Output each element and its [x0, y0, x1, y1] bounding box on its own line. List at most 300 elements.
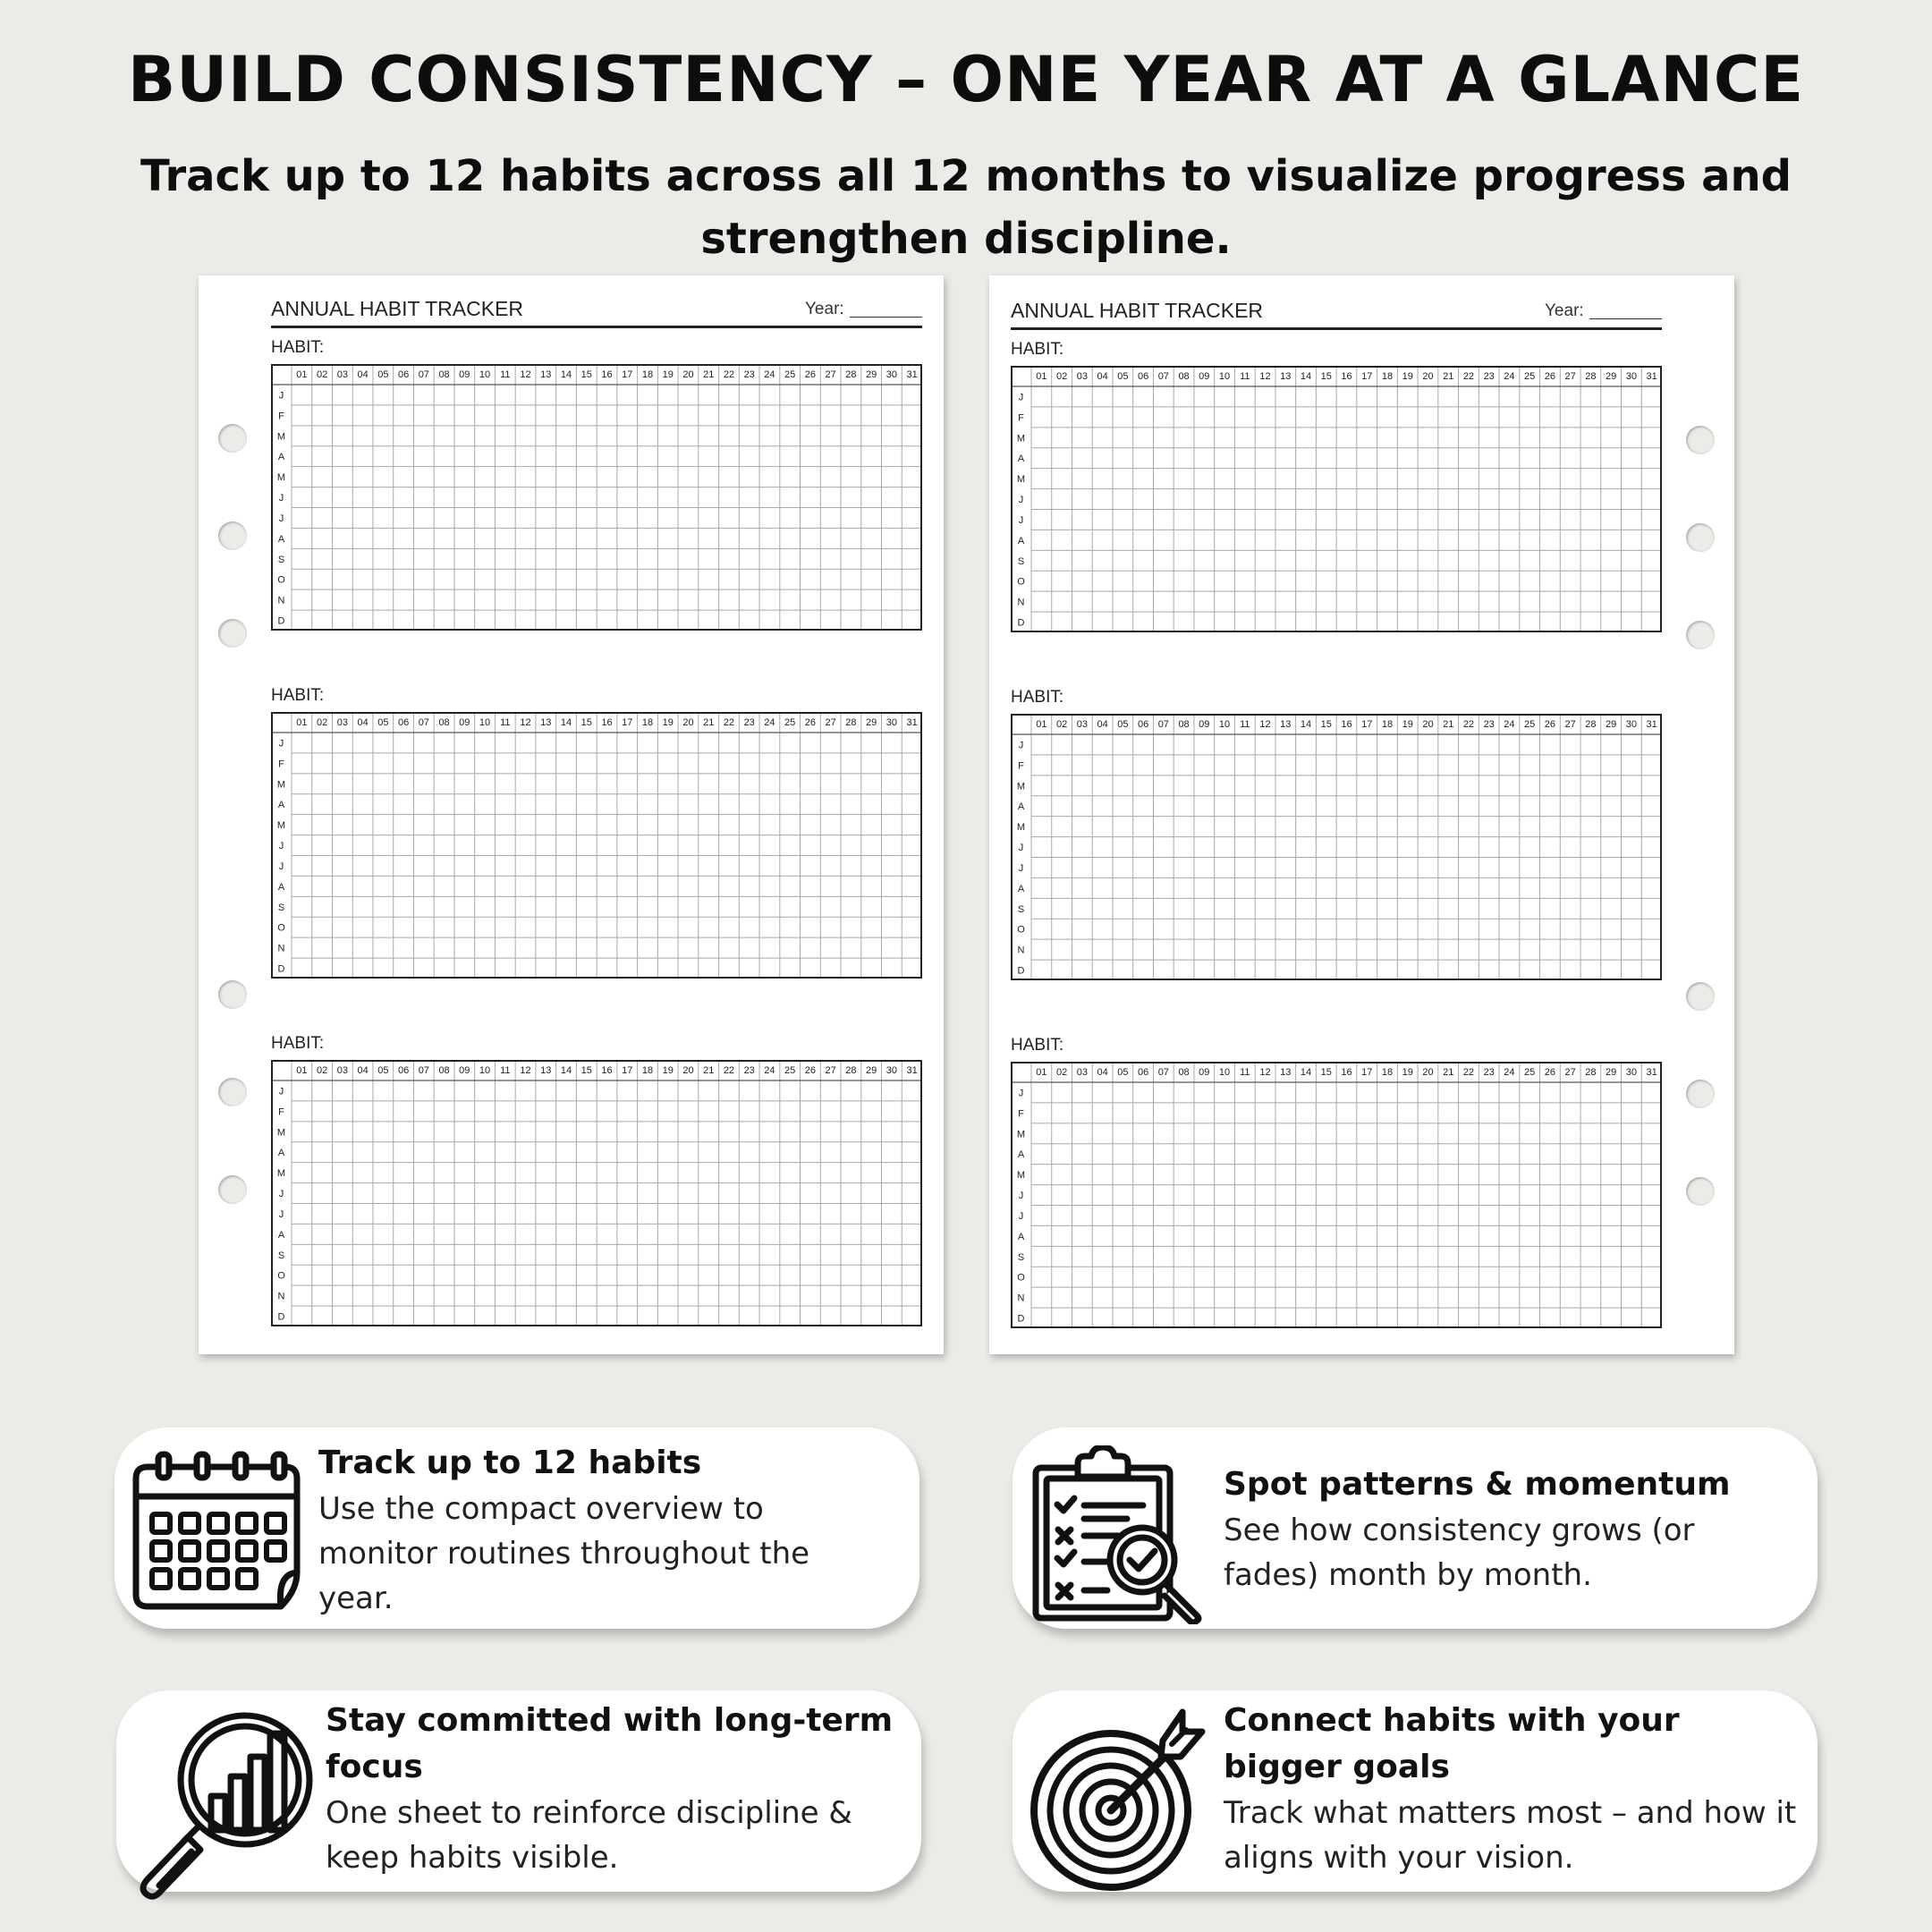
month-label: J: [1018, 1088, 1024, 1099]
day-label: 07: [418, 717, 429, 728]
month-label: A: [277, 452, 285, 463]
day-label: 29: [1606, 719, 1617, 730]
year-label: Year:: [805, 300, 844, 318]
day-label: 01: [296, 1065, 308, 1076]
day-label: 25: [784, 717, 796, 728]
day-label: 28: [845, 717, 857, 728]
feature-card-long-term-focus: [116, 1690, 921, 1892]
month-label: D: [277, 963, 285, 975]
day-label: 17: [622, 717, 633, 728]
day-label: 05: [1117, 719, 1129, 730]
month-label: J: [1018, 392, 1024, 403]
page-headline: BUILD CONSISTENCY – ONE YEAR AT A GLANCE: [127, 43, 1805, 116]
month-label: A: [277, 800, 285, 811]
day-label: 09: [1199, 371, 1210, 382]
month-label: N: [1017, 945, 1025, 956]
day-label: 04: [1097, 719, 1108, 730]
month-label: M: [276, 1168, 286, 1180]
habit-grid[interactable]: [271, 1060, 922, 1326]
tracker-sheet-left: [199, 275, 944, 1354]
day-label: 26: [804, 369, 817, 380]
month-label: S: [1017, 555, 1025, 567]
day-label: 02: [316, 717, 328, 728]
month-label: J: [1018, 495, 1024, 506]
month-label: A: [1017, 1149, 1025, 1161]
day-label: 24: [1504, 1067, 1515, 1078]
magnifier-chart-icon: [138, 1707, 317, 1907]
tracker-sheet-right: [989, 275, 1734, 1354]
day-label: 07: [418, 369, 429, 380]
day-label: 20: [1422, 719, 1434, 730]
day-label: 10: [1218, 1067, 1231, 1078]
day-label: 06: [397, 369, 410, 380]
habit-label: HABIT:: [1011, 688, 1064, 707]
day-label: 11: [1240, 1067, 1250, 1078]
day-label: 09: [459, 369, 470, 380]
day-label: 24: [764, 1065, 775, 1076]
day-label: 21: [1443, 371, 1454, 382]
day-label: 19: [662, 717, 674, 728]
month-label: O: [1017, 1272, 1025, 1284]
day-label: 03: [1076, 371, 1088, 382]
month-label: F: [1018, 412, 1024, 424]
day-label: 21: [703, 717, 715, 728]
day-label: 20: [682, 369, 694, 380]
punch-hole: [218, 619, 247, 648]
day-label: 18: [641, 1065, 654, 1076]
day-label: 18: [641, 369, 654, 380]
day-label: 27: [825, 369, 836, 380]
day-label: 15: [1320, 719, 1332, 730]
month-label: A: [1017, 453, 1025, 465]
day-label: 31: [1646, 1067, 1657, 1078]
day-label: 02: [1055, 371, 1068, 382]
day-label: 16: [1341, 1067, 1352, 1078]
day-label: 30: [886, 717, 898, 728]
day-label: 16: [601, 369, 613, 380]
month-label: M: [1016, 1129, 1026, 1140]
month-label: J: [1018, 514, 1024, 526]
month-label: J: [278, 493, 284, 504]
day-label: 06: [1137, 1067, 1149, 1078]
day-label: 13: [1280, 719, 1292, 730]
page-subheadline: Track up to 12 habits across all 12 months to visualize progress and strengthen discipline.: [140, 151, 1792, 264]
punch-hole: [218, 1078, 247, 1106]
day-label: 15: [580, 1065, 592, 1076]
month-label: A: [1017, 883, 1025, 894]
day-label: 10: [1218, 719, 1231, 730]
day-label: 20: [682, 1065, 694, 1076]
day-label: 23: [743, 717, 755, 728]
day-label: 31: [906, 1065, 918, 1076]
month-label: N: [1017, 597, 1025, 608]
day-label: 12: [520, 1065, 531, 1076]
punch-hole: [218, 521, 247, 550]
habit-grid[interactable]: [1011, 714, 1662, 980]
day-label: 02: [316, 369, 328, 380]
day-label: 08: [1178, 719, 1190, 730]
feature-title: Track up to 12 habits: [318, 1445, 702, 1481]
day-label: 05: [377, 1065, 389, 1076]
day-label: 28: [845, 1065, 857, 1076]
day-label: 26: [804, 1065, 817, 1076]
title-rule: [1011, 327, 1662, 330]
month-label: O: [1017, 924, 1025, 936]
month-label: M: [276, 779, 286, 791]
month-label: O: [277, 922, 285, 934]
day-label: 03: [336, 369, 348, 380]
month-label: A: [277, 533, 285, 545]
day-label: 10: [1218, 371, 1231, 382]
day-label: 13: [1280, 371, 1292, 382]
day-label: 13: [540, 717, 552, 728]
day-label: 26: [804, 717, 817, 728]
day-label: 08: [1178, 371, 1190, 382]
day-label: 30: [1625, 371, 1638, 382]
day-label: 06: [1137, 371, 1149, 382]
day-label: 15: [580, 369, 592, 380]
day-label: 11: [500, 717, 511, 728]
day-label: 15: [1320, 1067, 1332, 1078]
title-rule: [271, 326, 922, 328]
month-label: D: [277, 615, 285, 627]
habit-label: HABIT:: [1011, 1036, 1064, 1055]
day-label: 02: [316, 1065, 328, 1076]
day-label: 31: [1646, 719, 1657, 730]
day-label: 17: [1361, 719, 1373, 730]
day-label: 14: [1300, 371, 1312, 382]
day-label: 27: [825, 1065, 836, 1076]
month-label: M: [276, 1127, 286, 1139]
month-label: S: [277, 902, 285, 913]
month-label: A: [1017, 535, 1025, 547]
day-label: 07: [1157, 1067, 1169, 1078]
day-label: 27: [1564, 719, 1576, 730]
punch-hole: [1686, 426, 1715, 454]
day-label: 07: [1157, 719, 1169, 730]
day-label: 16: [1341, 719, 1352, 730]
day-label: 16: [601, 717, 613, 728]
day-label: 22: [1462, 371, 1475, 382]
clipboard-checklist-icon: [1029, 1445, 1208, 1628]
day-label: 19: [1402, 719, 1413, 730]
day-label: 06: [1137, 719, 1149, 730]
day-label: 29: [866, 369, 877, 380]
day-label: 26: [1544, 371, 1556, 382]
calendar-icon: [127, 1447, 306, 1621]
day-label: 06: [397, 1065, 410, 1076]
day-label: 07: [1157, 371, 1169, 382]
month-label: M: [1016, 822, 1026, 834]
day-label: 27: [1564, 371, 1576, 382]
year-input-line[interactable]: [1589, 318, 1662, 319]
month-label: J: [1018, 862, 1024, 874]
day-label: 17: [622, 369, 633, 380]
day-label: 03: [1076, 719, 1088, 730]
day-label: 03: [1076, 1067, 1088, 1078]
habit-label: HABIT:: [271, 338, 325, 357]
day-label: 23: [743, 369, 755, 380]
month-label: M: [1016, 1170, 1026, 1182]
habit-grid[interactable]: [271, 364, 922, 631]
sheet-title: ANNUAL HABIT TRACKER: [271, 297, 524, 320]
day-label: 26: [1544, 719, 1556, 730]
day-label: 05: [1117, 1067, 1129, 1078]
habit-label: HABIT:: [271, 686, 325, 705]
day-label: 05: [377, 717, 389, 728]
month-label: J: [1018, 1210, 1024, 1222]
month-label: J: [278, 1208, 284, 1220]
month-label: F: [278, 411, 284, 422]
month-label: F: [278, 758, 284, 770]
month-label: A: [1017, 1231, 1025, 1242]
month-label: N: [277, 595, 285, 606]
day-label: 01: [296, 717, 308, 728]
day-label: 19: [662, 1065, 674, 1076]
day-label: 23: [1483, 371, 1495, 382]
day-label: 15: [580, 717, 592, 728]
day-label: 09: [459, 717, 470, 728]
day-label: 24: [1504, 371, 1515, 382]
feature-description: Track what matters most – and how it aligns with your vision.: [1224, 1795, 1797, 1876]
month-label: O: [1017, 576, 1025, 588]
day-label: 11: [500, 1065, 511, 1076]
day-label: 26: [1544, 1067, 1556, 1078]
month-label: S: [277, 1250, 285, 1261]
day-label: 11: [500, 369, 511, 380]
day-label: 27: [1564, 1067, 1576, 1078]
feature-card-spot-patterns: [1013, 1428, 1818, 1629]
day-label: 25: [1524, 1067, 1536, 1078]
month-label: J: [1018, 1191, 1024, 1202]
day-label: 09: [1199, 719, 1210, 730]
day-label: 04: [357, 1065, 369, 1076]
day-label: 14: [560, 1065, 572, 1076]
day-label: 31: [1646, 371, 1657, 382]
day-label: 21: [703, 1065, 715, 1076]
day-label: 09: [459, 1065, 470, 1076]
punch-hole: [1686, 982, 1715, 1011]
day-label: 08: [438, 717, 450, 728]
day-label: 29: [1606, 1067, 1617, 1078]
day-label: 18: [1381, 1067, 1394, 1078]
punch-hole: [1686, 523, 1715, 552]
day-label: 11: [1240, 719, 1250, 730]
month-label: J: [1018, 740, 1024, 751]
month-label: F: [1018, 1108, 1024, 1120]
day-label: 12: [1259, 371, 1271, 382]
feature-title: Stay committed with long-term focus: [326, 1702, 894, 1785]
day-label: 28: [845, 369, 857, 380]
punch-hole: [1686, 1080, 1715, 1108]
day-label: 04: [1097, 1067, 1108, 1078]
month-label: S: [1017, 1251, 1025, 1263]
day-label: 31: [906, 717, 918, 728]
day-label: 15: [1320, 371, 1332, 382]
day-label: 19: [1402, 1067, 1413, 1078]
day-label: 07: [418, 1065, 429, 1076]
punch-hole: [218, 980, 247, 1009]
day-label: 24: [1504, 719, 1515, 730]
month-label: M: [1016, 781, 1026, 792]
punch-hole: [218, 1175, 247, 1204]
day-label: 25: [1524, 719, 1536, 730]
month-label: O: [277, 574, 285, 586]
day-label: 06: [397, 717, 410, 728]
month-label: F: [1018, 760, 1024, 772]
day-label: 16: [601, 1065, 613, 1076]
month-label: N: [1017, 1292, 1025, 1304]
feature-title: Connect habits with your bigger goals: [1224, 1702, 1680, 1785]
month-label: A: [277, 1229, 285, 1241]
month-label: J: [278, 860, 284, 872]
month-label: A: [277, 881, 285, 893]
day-label: 05: [377, 369, 389, 380]
day-label: 14: [1300, 1067, 1312, 1078]
day-label: 28: [1585, 1067, 1597, 1078]
day-label: 22: [1462, 1067, 1475, 1078]
day-label: 30: [1625, 1067, 1638, 1078]
habit-label: HABIT:: [1011, 340, 1064, 359]
day-label: 23: [1483, 1067, 1495, 1078]
day-label: 10: [479, 717, 491, 728]
day-label: 25: [784, 1065, 796, 1076]
day-label: 05: [1117, 371, 1129, 382]
day-label: 13: [540, 369, 552, 380]
day-label: 14: [1300, 719, 1312, 730]
day-label: 19: [662, 369, 674, 380]
day-label: 04: [357, 717, 369, 728]
day-label: 28: [1585, 719, 1597, 730]
target-arrow-icon: [1029, 1705, 1208, 1896]
day-label: 01: [1036, 1067, 1047, 1078]
feature-title: Spot patterns & momentum: [1224, 1466, 1731, 1503]
sheet-title: ANNUAL HABIT TRACKER: [1011, 299, 1264, 322]
day-label: 20: [1422, 1067, 1434, 1078]
feature-card-track-habits: [114, 1428, 919, 1629]
month-label: D: [277, 1311, 285, 1323]
day-label: 01: [1036, 371, 1047, 382]
punch-hole: [218, 424, 247, 453]
day-label: 30: [886, 369, 898, 380]
day-label: 24: [764, 717, 775, 728]
day-label: 03: [336, 1065, 348, 1076]
day-label: 13: [1280, 1067, 1292, 1078]
month-label: D: [1017, 1313, 1025, 1325]
day-label: 09: [1199, 1067, 1210, 1078]
habit-label: HABIT:: [271, 1034, 325, 1053]
month-label: S: [277, 554, 285, 565]
feature-description: Use the compact overview to monitor routines throughout the year.: [318, 1491, 810, 1616]
day-label: 23: [743, 1065, 755, 1076]
day-label: 17: [1361, 371, 1373, 382]
month-label: J: [278, 390, 284, 402]
day-label: 12: [1259, 1067, 1271, 1078]
feature-card-bigger-goals: [1013, 1690, 1818, 1892]
day-label: 30: [1625, 719, 1638, 730]
month-label: N: [277, 1291, 285, 1302]
day-label: 18: [1381, 371, 1394, 382]
day-label: 12: [520, 717, 531, 728]
day-label: 29: [1606, 371, 1617, 382]
day-label: 12: [520, 369, 531, 380]
day-label: 10: [479, 1065, 491, 1076]
day-label: 28: [1585, 371, 1597, 382]
day-label: 04: [357, 369, 369, 380]
month-label: M: [1016, 433, 1026, 445]
day-label: 17: [1361, 1067, 1373, 1078]
day-label: 12: [1259, 719, 1271, 730]
day-label: 01: [296, 369, 308, 380]
day-label: 14: [560, 717, 572, 728]
month-label: J: [278, 1189, 284, 1200]
month-label: M: [276, 431, 286, 443]
feature-description: See how consistency grows (or fades) month by month.: [1224, 1513, 1695, 1593]
punch-hole: [1686, 621, 1715, 649]
habit-grid[interactable]: [1011, 366, 1662, 632]
day-label: 23: [1483, 719, 1495, 730]
year-input-line[interactable]: [850, 317, 922, 318]
day-label: 29: [866, 717, 877, 728]
day-label: 25: [1524, 371, 1536, 382]
day-label: 25: [784, 369, 796, 380]
month-label: M: [276, 472, 286, 484]
month-label: M: [1016, 474, 1026, 486]
month-label: J: [278, 1086, 284, 1097]
day-label: 24: [764, 369, 775, 380]
day-label: 13: [540, 1065, 552, 1076]
month-label: A: [1017, 801, 1025, 813]
day-label: 18: [641, 717, 654, 728]
month-label: J: [1018, 843, 1024, 854]
day-label: 14: [560, 369, 572, 380]
day-label: 22: [723, 369, 735, 380]
day-label: 21: [1443, 719, 1454, 730]
month-label: A: [277, 1148, 285, 1159]
day-label: 11: [1240, 371, 1250, 382]
month-label: D: [1017, 965, 1025, 977]
day-label: 04: [1097, 371, 1108, 382]
day-label: 08: [1178, 1067, 1190, 1078]
habit-grid[interactable]: [271, 712, 922, 979]
habit-grid[interactable]: [1011, 1062, 1662, 1328]
month-label: J: [278, 738, 284, 750]
day-label: 02: [1055, 719, 1068, 730]
month-label: N: [277, 943, 285, 954]
day-label: 31: [906, 369, 918, 380]
year-label: Year:: [1545, 301, 1584, 320]
day-label: 20: [682, 717, 694, 728]
day-label: 19: [1402, 371, 1413, 382]
feature-description: One sheet to reinforce discipline & keep habits visible.: [326, 1795, 852, 1876]
month-label: F: [278, 1106, 284, 1118]
punch-hole: [1686, 1177, 1715, 1206]
month-label: S: [1017, 903, 1025, 915]
day-label: 21: [703, 369, 715, 380]
day-label: 16: [1341, 371, 1352, 382]
month-label: J: [278, 841, 284, 852]
month-label: J: [278, 513, 284, 524]
day-label: 02: [1055, 1067, 1068, 1078]
month-label: M: [276, 820, 286, 832]
day-label: 27: [825, 717, 836, 728]
day-label: 30: [886, 1065, 898, 1076]
day-label: 17: [622, 1065, 633, 1076]
day-label: 08: [438, 1065, 450, 1076]
day-label: 03: [336, 717, 348, 728]
day-label: 22: [723, 1065, 735, 1076]
day-label: 20: [1422, 371, 1434, 382]
